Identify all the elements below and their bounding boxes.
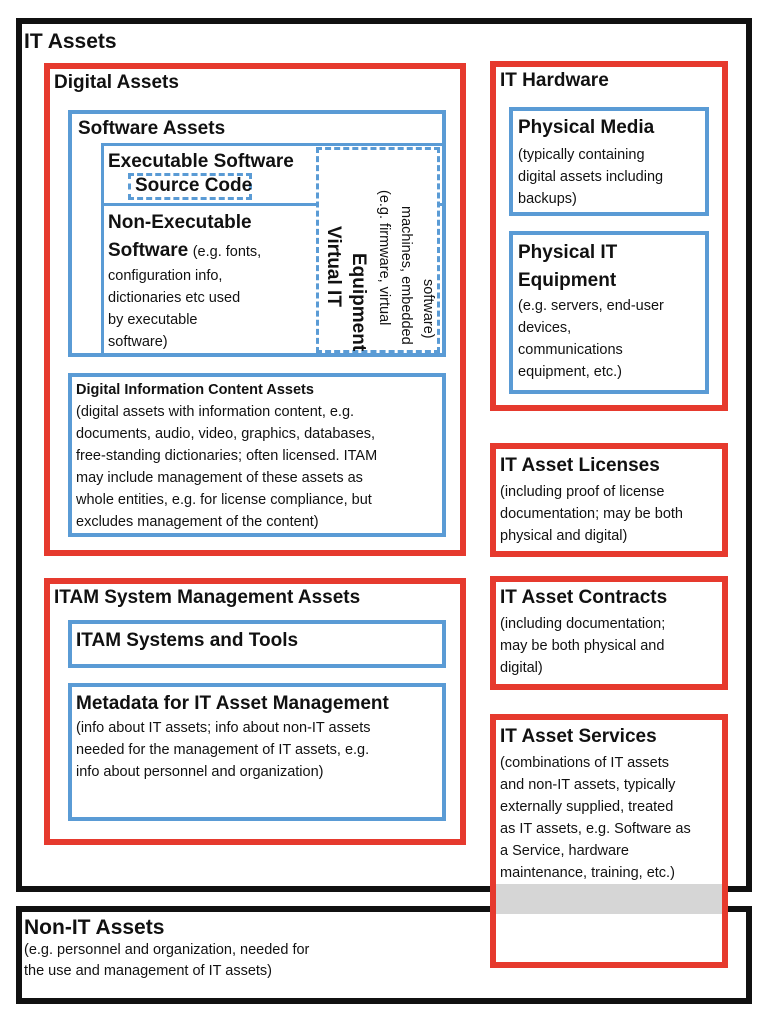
non-executable-line-3: by executable [108, 312, 198, 328]
licenses-title: IT Asset Licenses [500, 455, 660, 476]
contracts-line-3: digital) [500, 660, 543, 676]
virtual-it-title-1: Virtual IT [323, 226, 344, 307]
licenses-line-2: documentation; may be both [500, 506, 683, 522]
non-executable-line-4: software) [108, 334, 168, 350]
non-it-assets-desc-1: (e.g. personnel and organization, needed for [24, 942, 310, 958]
content-assets-line-1: (digital assets with information content, e.g. [76, 404, 355, 420]
services-line-5: a Service, hardware [500, 843, 629, 859]
it-assets-title: IT Assets [24, 30, 117, 53]
contracts-title: IT Asset Contracts [500, 587, 668, 608]
content-assets-title: Digital Information Content Assets [76, 382, 314, 398]
physical-it-equipment-line-4: equipment, etc.) [518, 364, 622, 380]
content-assets-line-2: documents, audio, video, graphics, databases, [76, 426, 376, 442]
executable-software-label: Executable Software [108, 151, 294, 172]
source-code-label: Source Code [135, 175, 253, 196]
contracts-line-2: may be both physical and [500, 638, 665, 654]
physical-media-title: Physical Media [518, 117, 655, 138]
virtual-it-note-1: (e.g. firmware, virtual [376, 190, 392, 326]
content-assets-line-6: excludes management of the content) [76, 514, 319, 530]
physical-it-equipment-line-2: devices, [518, 320, 572, 336]
non-executable-line-1: configuration info, [108, 268, 223, 284]
virtual-it-title-2: Equipment [348, 253, 369, 352]
software-assets-title: Software Assets [78, 118, 226, 139]
it-hardware-title: IT Hardware [500, 70, 609, 91]
virtual-it-note-3: software) [420, 279, 436, 339]
licenses-line-3: physical and digital) [500, 528, 628, 544]
services-overlap-shade [496, 884, 722, 914]
physical-it-equipment-line-1: (e.g. servers, end-user [518, 298, 664, 314]
metadata-line-3: info about personnel and organization) [76, 764, 324, 780]
content-assets-line-4: may include management of these assets as [76, 470, 363, 486]
non-executable-title-1: Non-Executable [108, 212, 252, 233]
physical-it-equipment-title-1: Physical IT [518, 242, 618, 263]
licenses-line-1: (including proof of license [500, 484, 665, 500]
content-assets-line-5: whole entities, e.g. for license compliance, but [76, 492, 372, 508]
services-line-3: externally supplied, treated [500, 799, 674, 815]
physical-it-equipment-line-3: communications [518, 342, 623, 358]
content-assets-line-3: free-standing dictionaries; often licensed. ITAM [76, 448, 378, 464]
virtual-it-note-2: machines, embedded [398, 206, 414, 345]
physical-media-line-1: (typically containing [518, 147, 645, 163]
software-assets-divider-top [101, 143, 444, 146]
services-title: IT Asset Services [500, 726, 657, 747]
physical-it-equipment-title-2: Equipment [518, 270, 617, 291]
services-line-1: (combinations of IT assets [500, 755, 669, 771]
itam-system-title: ITAM System Management Assets [54, 587, 361, 608]
services-line-4: as IT assets, e.g. Software as [500, 821, 691, 837]
itam-tools-label: ITAM Systems and Tools [76, 630, 299, 651]
non-it-assets-title: Non-IT Assets [24, 916, 165, 939]
metadata-line-1: (info about IT assets; info about non-IT assets [76, 720, 371, 736]
services-line-2: and non-IT assets, typically [500, 777, 676, 793]
non-executable-title-2-line [108, 240, 261, 263]
metadata-line-2: needed for the management of IT assets, e.g. [76, 742, 370, 758]
non-executable-title-2: Software [108, 240, 189, 261]
contracts-line-1: (including documentation; [500, 616, 666, 632]
non-it-assets-desc-2: the use and management of IT assets) [24, 963, 272, 979]
metadata-title: Metadata for IT Asset Management [76, 693, 389, 714]
digital-assets-title: Digital Assets [54, 72, 179, 93]
services-line-6: maintenance, training, etc.) [500, 865, 675, 881]
physical-media-line-3: backups) [518, 191, 577, 207]
non-executable-line-2: dictionaries etc used [108, 290, 241, 306]
software-assets-divider-vertical [101, 144, 104, 355]
non-executable-note-1: (e.g. fonts, [192, 244, 262, 260]
physical-media-line-2: digital assets including [518, 169, 664, 185]
